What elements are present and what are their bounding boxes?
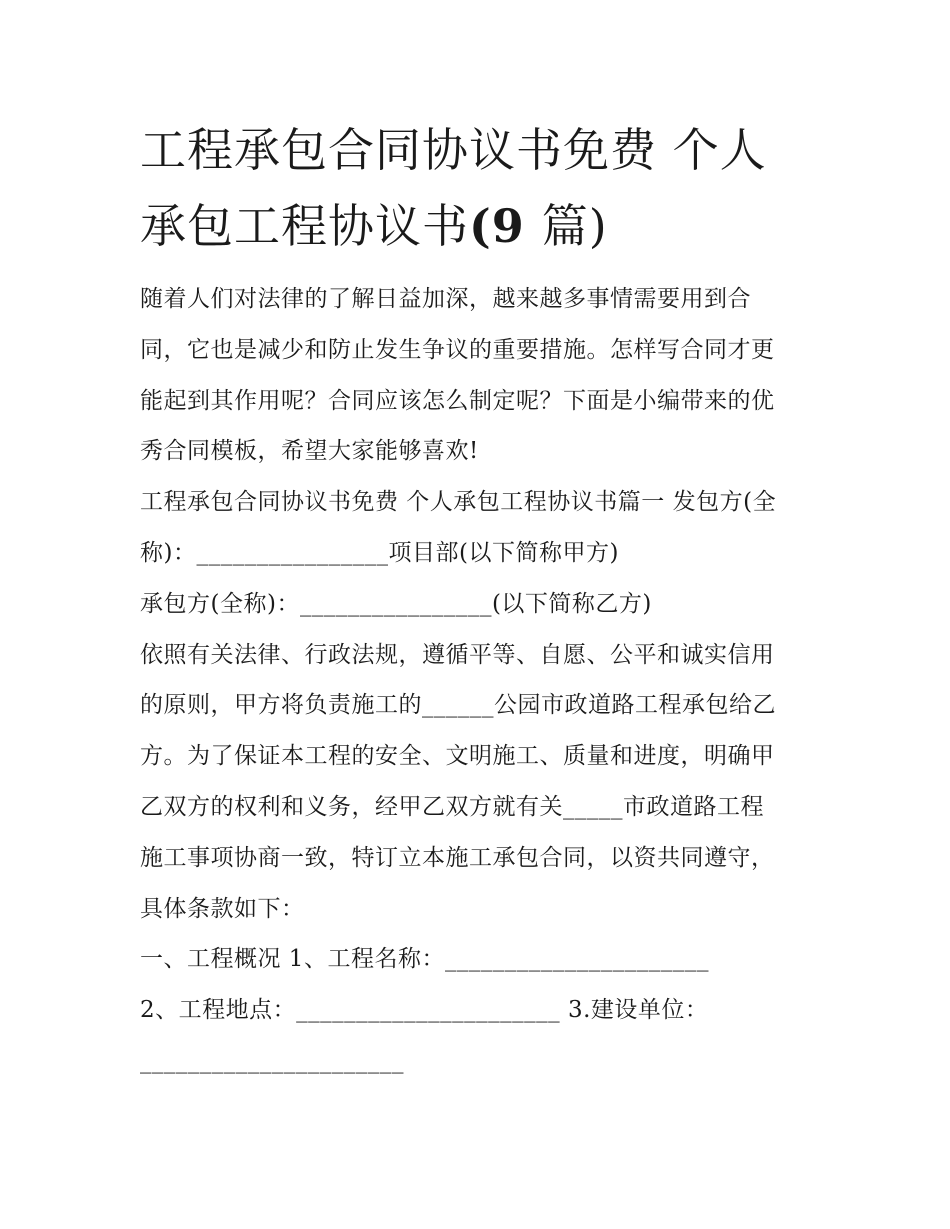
principle-paragraph xyxy=(140,630,820,935)
title-line-2-text: 承包工程协议书 xyxy=(140,199,469,253)
title-line-1: 工程承包合同协议书免费 个人 xyxy=(140,123,767,177)
text-line: 称)：________________项目部(以下简称甲方) xyxy=(140,539,619,566)
text-line: 方。为了保证本工程的安全、文明施工、质量和进度，明确甲 xyxy=(140,743,775,770)
title-line-2 xyxy=(140,188,820,264)
text-line: 施工事项协商一致，特订立本施工承包合同，以资共同遵守， xyxy=(140,844,775,871)
text-line: ______________________ xyxy=(140,1047,404,1074)
project-location-paragraph xyxy=(140,985,820,1087)
document-title xyxy=(140,112,820,264)
text-line: 一、工程概况 1、工程名称：______________________ xyxy=(140,946,709,973)
text-line: 的原则，甲方将负责施工的______公园市政道路工程承包给乙 xyxy=(140,692,776,719)
text-line: 随着人们对法律的了解日益加深，越来越多事情需要用到合 xyxy=(140,286,751,312)
intro-paragraph xyxy=(140,274,820,477)
text-line: 承包方(全称)：________________(以下简称乙方) xyxy=(140,590,652,617)
text-line: 具体条款如下： xyxy=(140,895,305,922)
project-overview-paragraph xyxy=(140,934,820,985)
text-line: 2、工程地点：______________________ 3.建设单位： xyxy=(140,997,709,1024)
text-line: 能起到其作用呢？合同应该怎么制定呢？下面是小编带来的优 xyxy=(140,387,775,414)
employer-paragraph xyxy=(140,477,820,579)
text-line: 工程承包合同协议书免费 个人承包工程协议书篇一 发包方(全 xyxy=(140,489,777,516)
text-line: 秀合同模板，希望大家能够喜欢! xyxy=(140,438,479,465)
title-count: (9 xyxy=(469,199,542,253)
text-line: 依照有关法律、行政法规，遵循平等、自愿、公平和诚实信用 xyxy=(140,641,775,668)
contractor-paragraph xyxy=(140,579,820,630)
text-line: 同，它也是减少和防止发生争议的重要措施。怎样写合同才更 xyxy=(140,336,775,363)
title-count-unit: 篇) xyxy=(541,199,608,253)
text-line: 乙双方的权利和义务，经甲乙双方就有关_____市政道路工程 xyxy=(140,793,764,820)
document-page xyxy=(140,112,820,1087)
